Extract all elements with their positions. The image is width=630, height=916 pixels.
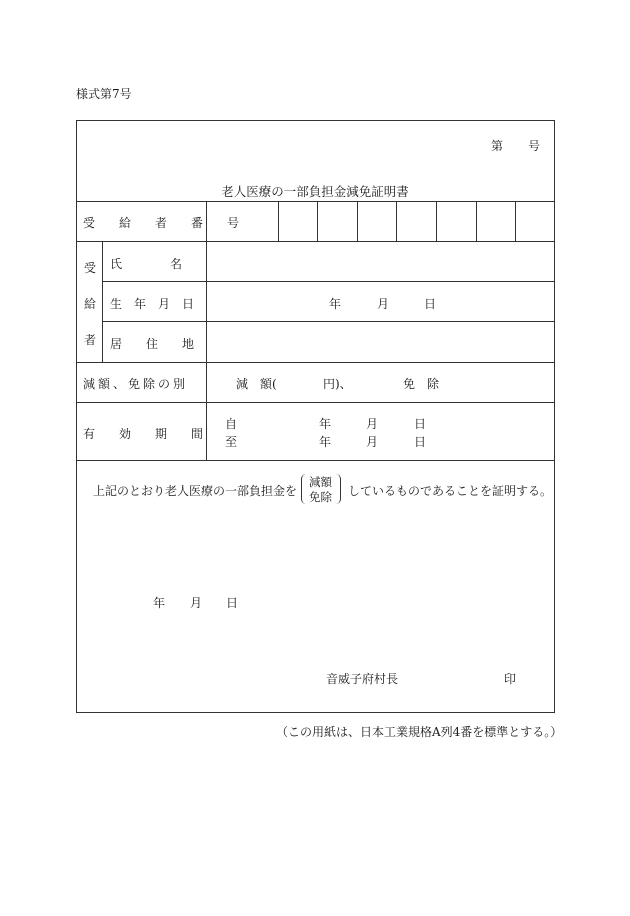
date-month: 月	[190, 596, 203, 610]
reduction-label: 減額、免除の別	[83, 377, 189, 391]
date-year: 年	[153, 596, 166, 610]
address-label: 居 住 地	[110, 337, 195, 351]
document-title: 老人医療の一部負担金減免証明書	[221, 184, 409, 199]
rule-4	[102, 321, 555, 322]
seal-mark: 印	[504, 672, 517, 686]
rule-v-recipient	[102, 241, 103, 362]
rule-1	[76, 201, 555, 202]
rule-3	[102, 281, 555, 282]
rule-v-digit-2	[317, 201, 318, 241]
footnote: （この用紙は、日本工業規格A列4番を標準とする。）	[276, 725, 563, 739]
form-frame	[76, 120, 555, 713]
birth-label: 生 年 月 日	[110, 297, 195, 311]
birth-month: 月	[377, 297, 390, 311]
rule-v-digit-7	[515, 201, 516, 241]
rule-v-digit-4	[396, 201, 397, 241]
form-number: 様式第7号	[76, 87, 132, 101]
cert-text-before: 上記のとおり老人医療の一部負担金を	[93, 484, 298, 498]
reduction-gengaku: 減 額(	[236, 377, 277, 391]
number-go: 号	[528, 139, 541, 153]
signer-title: 音威子府村長	[326, 672, 399, 686]
rule-v-label	[206, 201, 207, 460]
rule-7	[76, 460, 555, 461]
date-day: 日	[226, 596, 239, 610]
rule-5	[76, 362, 555, 363]
validity-to-label: 至	[225, 435, 238, 449]
recipient-number-label: 受 給 者 番 号	[83, 216, 240, 230]
validity-label: 有 効 期 間	[83, 427, 204, 441]
recipient-vertical-3: 者	[84, 333, 97, 347]
rule-2	[76, 241, 555, 242]
reduction-menjo: 免 除	[403, 377, 440, 391]
validity-from-day: 日	[414, 417, 427, 431]
validity-from-label: 自	[225, 417, 238, 431]
validity-from-month: 月	[366, 417, 379, 431]
reduction-yen: 円)、	[323, 377, 352, 391]
validity-to-day: 日	[414, 435, 427, 449]
validity-from-year: 年	[319, 417, 332, 431]
birth-year: 年	[329, 297, 342, 311]
number-dai: 第	[491, 139, 504, 153]
rule-v-digit-1	[278, 201, 279, 241]
cert-text-after: しているものであることを証明する。	[348, 484, 553, 498]
rule-v-digit-6	[476, 201, 477, 241]
name-label: 氏 名	[110, 257, 183, 271]
cert-option-menjo: 免除	[309, 490, 332, 504]
validity-to-year: 年	[319, 435, 332, 449]
rule-v-digit-3	[357, 201, 358, 241]
recipient-vertical-1: 受	[84, 261, 97, 275]
recipient-vertical-2: 給	[84, 297, 97, 311]
birth-day: 日	[424, 297, 437, 311]
rule-6	[76, 402, 555, 403]
rule-v-digit-5	[436, 201, 437, 241]
validity-to-month: 月	[366, 435, 379, 449]
cert-option-gengaku: 減額	[309, 475, 332, 489]
